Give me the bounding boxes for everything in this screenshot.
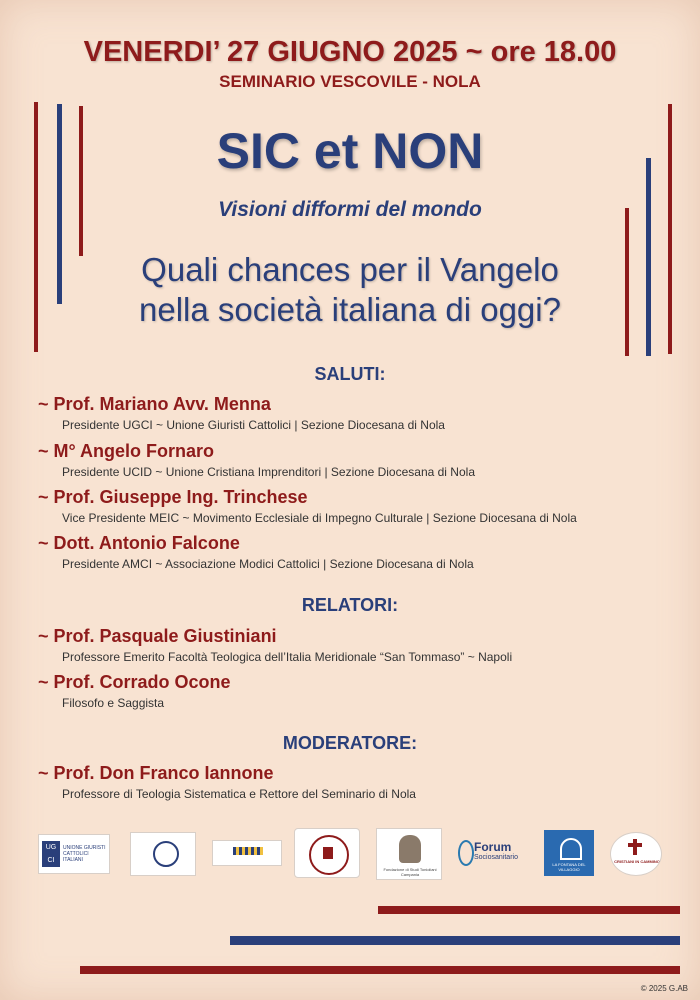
speaker-role: Presidente AMCI ~ Associazione Modici Cattolici | Sezione Diocesana di Nola (62, 557, 474, 571)
diocese-seal-logo (130, 832, 196, 876)
decor-bar-bottom-2 (230, 936, 680, 945)
decor-bar-bottom-3 (80, 966, 680, 974)
sponsor-logos (30, 828, 672, 884)
section-saluti-heading: SALUTI: (314, 364, 386, 384)
speaker-name: ~ Prof. Pasquale Giustiniani (38, 626, 277, 646)
speaker-role: Vice Presidente MEIC ~ Movimento Ecclesiale di Impegno Culturale | Sezione Diocesana di Nola (62, 511, 577, 525)
copyright-note: © 2025 G.AB (640, 984, 688, 993)
speaker-name: ~ M° Angelo Fornaro (38, 441, 215, 461)
forum-sociosanitario-logo: Forum Sociosanitario (458, 834, 528, 872)
question-line-2: nella società italiana di oggi? (139, 291, 561, 328)
fondazione-toniolo-logo: Fondazione di Studi Tonioliani Campania (376, 828, 442, 880)
amci-logo (294, 828, 360, 878)
speaker-role: Professore Emerito Facoltà Teologica dell’Italia Meridionale “San Tommaso” ~ Napoli (62, 650, 513, 664)
speaker-role: Presidente UCID ~ Unione Cristiana Imprenditori | Sezione Diocesana di Nola (62, 465, 475, 479)
fontana-villaggio-logo: LA FONTANA DEL VILLAGGIO (544, 830, 594, 876)
speaker-name: ~ Dott. Antonio Falcone (38, 533, 240, 553)
speaker-role: Filosofo e Saggista (62, 696, 165, 710)
decor-bar-bottom-1 (378, 906, 680, 914)
question-line-1: Quali chances per il Vangelo (141, 251, 559, 288)
cristiani-in-cammino-logo: CRISTIANI IN CAMMINO (610, 832, 662, 876)
event-question (0, 250, 700, 330)
speaker-name: ~ Prof. Corrado Ocone (38, 672, 231, 692)
ugci-logo: UG CI UNIONE GIURISTI CATTOLICI ITALIANI (38, 834, 110, 874)
event-place: SEMINARIO VESCOVILE - NOLA (219, 72, 481, 91)
speaker-role: Presidente UGCI ~ Unione Giuristi Cattolici | Sezione Diocesana di Nola (62, 418, 445, 432)
speaker-name: ~ Prof. Giuseppe Ing. Trinchese (38, 487, 308, 507)
event-date-time: VENERDI’ 27 GIUGNO 2025 ~ ore 18.00 (83, 36, 617, 68)
speaker-name: ~ Prof. Don Franco Iannone (38, 763, 274, 783)
ucid-logo (212, 840, 282, 866)
event-subtitle: Visioni difformi del mondo (218, 198, 482, 221)
event-title: SIC et NON (216, 123, 484, 179)
section-relatori-heading: RELATORI: (301, 595, 399, 615)
speaker-name: ~ Prof. Mariano Avv. Menna (38, 394, 271, 414)
section-moderatore-heading: MODERATORE: (282, 733, 418, 753)
speaker-role: Professore di Teologia Sistematica e Rettore del Seminario di Nola (62, 787, 416, 801)
